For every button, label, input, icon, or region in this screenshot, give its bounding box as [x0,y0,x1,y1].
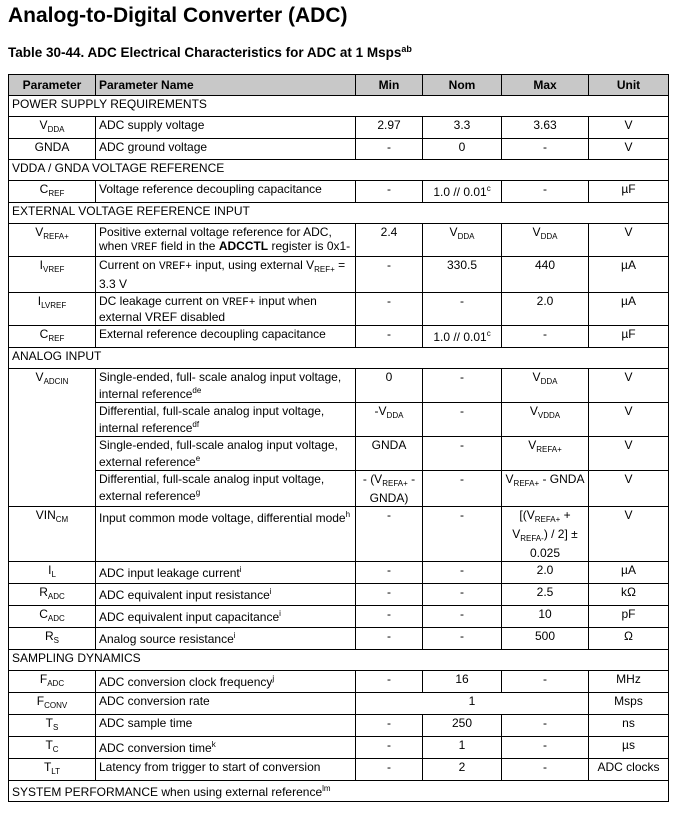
table-row [9,181,669,203]
param-nom: 1.0 // 0.01$^c$ [423,181,502,203]
param-name: ADC sample time [96,715,356,737]
param-nom: - [423,437,502,471]
param-name: Single-ended, full-scale analog input voltage, external reference$^e$ [96,437,356,471]
param-symbol: $C_{REF}$ [9,181,96,203]
param-nom: 250 [423,715,502,737]
param-unit: V [589,224,669,257]
param-nom: - [423,293,502,326]
param-unit: µA [589,562,669,584]
param-unit: Msps [589,693,669,715]
param-symbol: $V_{DDA}$ [9,117,96,139]
param-name: Latency from trigger to start of conversion [96,759,356,781]
table-row [9,369,669,403]
section-power-supply: POWER SUPPLY REQUIREMENTS [9,96,669,117]
param-symbol: $F_{CONV}$ [9,693,96,715]
param-nom: - [423,584,502,606]
param-symbol: $F_{ADC}$ [9,671,96,693]
section-vdda-gnda-reference: VDDA / GNDA VOLTAGE REFERENCE [9,160,669,181]
param-max: - [502,715,589,737]
section-external-reference: EXTERNAL VOLTAGE REFERENCE INPUT [9,203,669,224]
param-unit: µF [589,181,669,203]
param-nom: 0 [423,139,502,160]
param-min: - [356,628,423,650]
table-row [9,671,669,693]
param-max: - [502,737,589,759]
param-min: - [356,737,423,759]
section-row [9,96,669,117]
param-max: 500 [502,628,589,650]
param-max: - [502,671,589,693]
param-min: $-V_{DDA}$ [356,403,423,437]
section-row [9,348,669,369]
param-name: ADC conversion clock frequency$^j$ [96,671,356,693]
param-unit: pF [589,606,669,628]
param-unit: V [589,139,669,160]
param-min: - [356,293,423,326]
param-name: ADC conversion rate [96,693,356,715]
table-caption [8,44,412,60]
table-row [9,507,669,562]
param-unit: µs [589,737,669,759]
header-parameter-name: Parameter Name [96,75,356,96]
table-row [9,715,669,737]
table-header-row [9,75,669,96]
param-nom: 1.0 // 0.01$^c$ [423,326,502,348]
param-nom: - [423,369,502,403]
param-nom: - [423,606,502,628]
param-name: External reference decoupling capacitance [96,326,356,348]
param-symbol: $I_{VREF}$ [9,257,96,293]
param-symbol: $R_{ADC}$ [9,584,96,606]
param-min: - [356,181,423,203]
param-unit: V [589,403,669,437]
param-nom: 2 [423,759,502,781]
param-symbol: $I_L$ [9,562,96,584]
table-row [9,224,669,257]
table-row [9,403,669,437]
param-name: Current on VREF+ input, using external $V_{REF+} = 3.3$ V [96,257,356,293]
param-min: - [356,606,423,628]
param-name: ADC ground voltage [96,139,356,160]
param-min: - [356,584,423,606]
table-row [9,737,669,759]
param-unit: kΩ [589,584,669,606]
param-name: DC leakage current on VREF+ input when external VREF disabled [96,293,356,326]
param-symbol: $T_C$ [9,737,96,759]
param-nom: 330.5 [423,257,502,293]
param-unit: µA [589,293,669,326]
param-max: - [502,759,589,781]
param-max: $V_{VDDA}$ [502,403,589,437]
table-row [9,117,669,139]
table-row [9,759,669,781]
param-min: - [356,562,423,584]
param-symbol: $R_S$ [9,628,96,650]
section-row [9,203,669,224]
param-max: $V_{DDA}$ [502,224,589,257]
param-nom: - [423,507,502,562]
param-unit: V [589,369,669,403]
param-symbol: $V_{REFA+}$ [9,224,96,257]
param-min: - [356,326,423,348]
param-min: - ($V_{REFA+}$ - GNDA) [356,471,423,507]
param-max: $[(V_{REFA+} + V_{REFA-}) / 2] \pm 0.025$ [502,507,589,562]
param-name: ADC equivalent input capacitance$^i$ [96,606,356,628]
param-unit: Ω [589,628,669,650]
param-symbol: $VIN_{CM}$ [9,507,96,562]
param-nom: 1 [423,737,502,759]
section-sampling-dynamics: SAMPLING DYNAMICS [9,650,669,671]
param-symbol: $T_{LT}$ [9,759,96,781]
param-min: 2.4 [356,224,423,257]
param-name: ADC conversion time$^k$ [96,737,356,759]
param-max: 2.5 [502,584,589,606]
param-name: ADC input leakage current$^i$ [96,562,356,584]
table-row [9,437,669,471]
param-min: - [356,715,423,737]
table-row [9,293,669,326]
param-min: - [356,671,423,693]
param-unit: V [589,471,669,507]
table-row [9,471,669,507]
param-unit: MHz [589,671,669,693]
param-max: - [502,181,589,203]
param-nom: - [423,562,502,584]
param-name: Differential, full-scale analog input voltage, external reference$^g$ [96,471,356,507]
param-max: - [502,326,589,348]
param-min: - [356,257,423,293]
param-unit: µA [589,257,669,293]
section-row [9,781,669,802]
section-system-performance: SYSTEM PERFORMANCE when using external reference$^{lm}$ [9,781,669,802]
param-symbol: $C_{ADC}$ [9,606,96,628]
param-nom: - [423,628,502,650]
caption-footnote: ab [401,44,412,54]
param-symbol: GNDA [9,139,96,160]
param-unit: V [589,507,669,562]
param-min: 2.97 [356,117,423,139]
section-analog-input: ANALOG INPUT [9,348,669,369]
table-row [9,584,669,606]
header-parameter: Parameter [9,75,96,96]
param-symbol: $C_{REF}$ [9,326,96,348]
param-value: 1 [356,693,589,715]
param-symbol: $I_{LVREF}$ [9,293,96,326]
param-name: ADC supply voltage [96,117,356,139]
param-name: Single-ended, full- scale analog input voltage, internal reference$^{de}$ [96,369,356,403]
caption-text: Table 30-44. ADC Electrical Characteristics for ADC at 1 Msps [8,45,402,60]
param-max: $V_{DDA}$ [502,369,589,403]
header-min: Min [356,75,423,96]
param-max: 2.0 [502,562,589,584]
param-max: 2.0 [502,293,589,326]
table-row [9,693,669,715]
adc-characteristics-table [8,74,669,802]
param-name: Voltage reference decoupling capacitance [96,181,356,203]
param-max: 440 [502,257,589,293]
table-row [9,326,669,348]
table-row [9,562,669,584]
param-name: Differential, full-scale analog input voltage, internal reference$^{df}$ [96,403,356,437]
param-name: Input common mode voltage, differential mode$^h$ [96,507,356,562]
param-nom: $V_{DDA}$ [423,224,502,257]
param-max: 10 [502,606,589,628]
table-row [9,606,669,628]
header-nom: Nom [423,75,502,96]
param-unit: µF [589,326,669,348]
param-unit: ADC clocks [589,759,669,781]
param-unit: V [589,437,669,471]
param-max: $V_{REFA+}$ - GNDA [502,471,589,507]
param-max: - [502,139,589,160]
section-row [9,650,669,671]
table-row [9,139,669,160]
header-unit: Unit [589,75,669,96]
param-nom: - [423,403,502,437]
param-name: Analog source resistance$^i$ [96,628,356,650]
param-min: - [356,759,423,781]
section-row [9,160,669,181]
param-symbol: $T_S$ [9,715,96,737]
table-row [9,628,669,650]
param-nom: 3.3 [423,117,502,139]
param-max: $V_{REFA+}$ [502,437,589,471]
param-min: 0 [356,369,423,403]
param-nom: 16 [423,671,502,693]
param-name: ADC equivalent input resistance$^i$ [96,584,356,606]
header-max: Max [502,75,589,96]
page-title: Analog-to-Digital Converter (ADC) [8,4,348,27]
param-min: GNDA [356,437,423,471]
param-nom: - [423,471,502,507]
table-row [9,257,669,293]
param-symbol: $V_{ADCIN}$ [9,369,96,507]
param-min: - [356,507,423,562]
param-unit: V [589,117,669,139]
param-unit: ns [589,715,669,737]
param-max: 3.63 [502,117,589,139]
param-name: Positive external voltage reference for ADC, when VREF field in the ADCCTL register is 0x1- [96,224,356,257]
param-min: - [356,139,423,160]
